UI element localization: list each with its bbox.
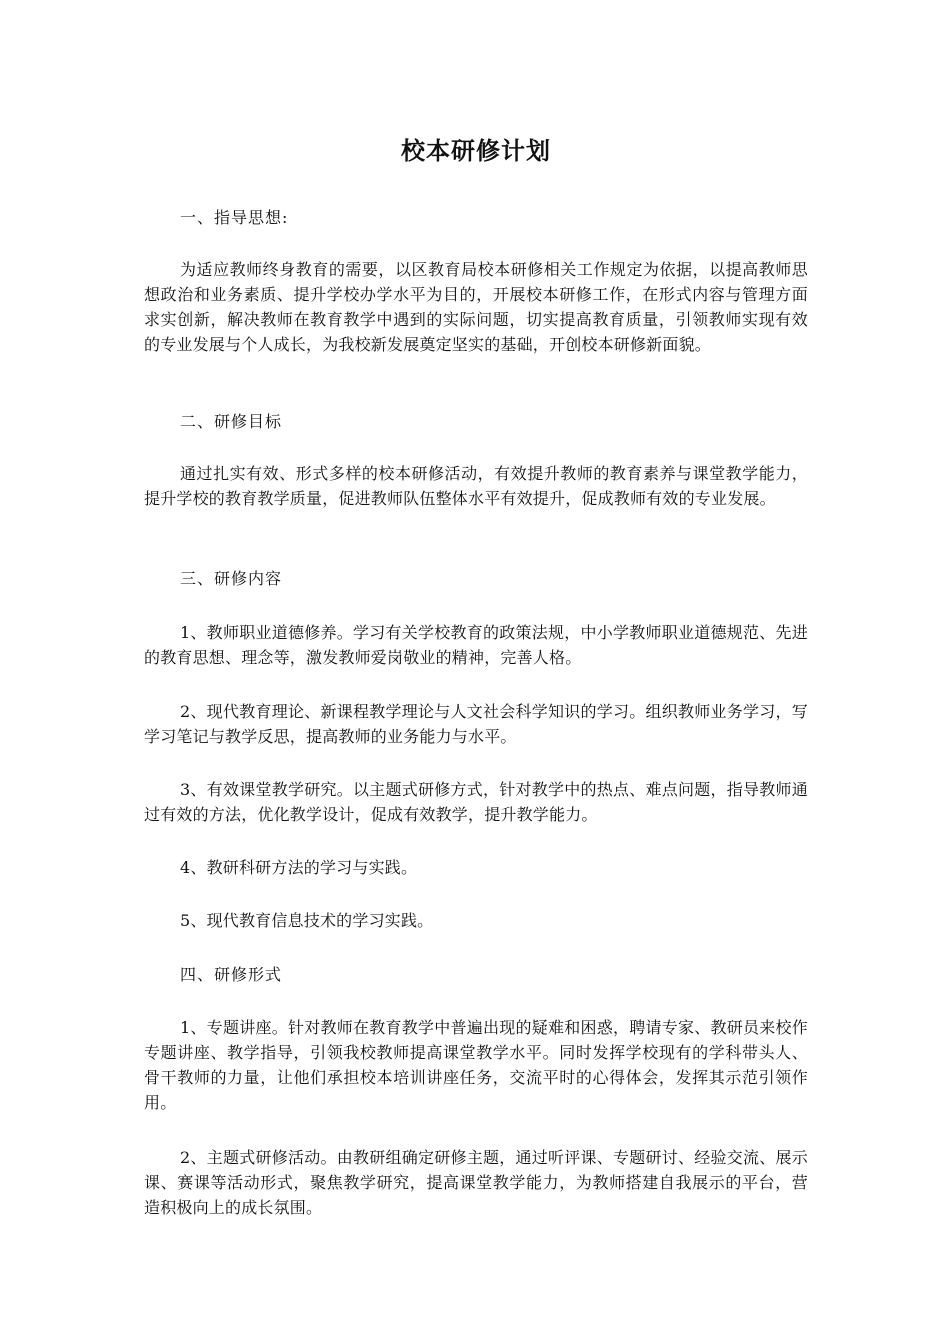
section-heading-forms: 四、研修形式 (180, 965, 283, 984)
paragraph-content-1: 1、教师职业道德修养。学习有关学校教育的政策法规，中小学教师职业道德规范、先进的教育思想、理念等，激发教师爱岗敬业的精神，完善人格。 (144, 623, 808, 667)
paragraph-forms-1: 1、专题讲座。针对教师在教育教学中普遍出现的疑难和困惑，聘请专家、教研员来校作专题讲座、教学指导，引领我校教师提高课堂教学水平。同时发挥学校现有的学科带头人、骨干教师的力量，让他们承担校本培训讲座任务，交流平时的心得体会，发挥其示范引领作用。 (144, 1018, 808, 1112)
paragraph-content-4: 4、教研科研方法的学习与实践。 (180, 858, 418, 877)
paragraph-content-3: 3、有效课堂教学研究。以主题式研修方式，针对教学中的热点、难点问题，指导教师通过有效的方法，优化教学设计，促成有效教学，提升教学能力。 (144, 780, 808, 824)
paragraph-goals: 通过扎实有效、形式多样的校本研修活动，有效提升教师的教育素养与课堂教学能力，提升学校的教育教学质量，促进教师队伍整体水平有效提升，促成教师有效的专业发展。 (144, 464, 808, 508)
section-heading-content: 三、研修内容 (180, 569, 283, 588)
section-heading-goals: 二、研修目标 (180, 412, 283, 431)
paragraph-content-5: 5、现代教育信息技术的学习实践。 (180, 911, 434, 930)
paragraph-content-2: 2、现代教育理论、新课程教学理论与人文社会科学知识的学习。组织教师业务学习，写学习笔记与教学反思，提高教师的业务能力与水平。 (144, 702, 808, 746)
document-title: 校本研修计划 (401, 136, 551, 165)
paragraph-guiding-ideology: 为适应教师终身教育的需要，以区教育局校本研修相关工作规定为依据，以提高教师思想政治和业务素质、提升学校办学水平为目的，开展校本研修工作，在形式内容与管理方面求实创新，解决教师在教育教学中遇到的实际问题，切实提高教育质量，引领教师实现有效的专业发展与个人成长，为我校新发展奠定坚实的基础，开创校本研修新面貌。 (144, 260, 808, 354)
paragraph-forms-2: 2、主题式研修活动。由教研组确定研修主题，通过听评课、专题研讨、经验交流、展示课、赛课等活动形式，聚焦教学研究，提高课堂教学能力，为教师搭建自我展示的平台，营造积极向上的成长氛围。 (144, 1148, 808, 1217)
section-heading-guiding-ideology: 一、指导思想: (180, 208, 289, 227)
